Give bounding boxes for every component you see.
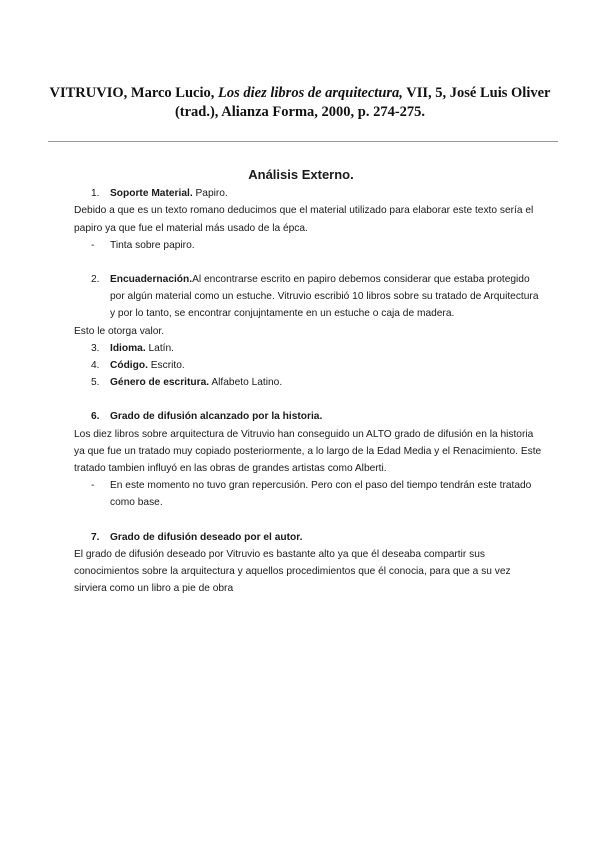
spacer: [74, 391, 544, 408]
item-title: Grado de difusión alcanzado por la historia.: [110, 411, 323, 423]
bullet-text: Tinta sobre papiro.: [110, 239, 195, 251]
item-number: 5.: [91, 377, 100, 389]
item-title: Soporte Material.: [110, 188, 193, 200]
item-text: Papiro.: [192, 188, 228, 200]
list-item-genero: [74, 374, 544, 391]
paragraph-difusion-alcanzado: Los diez libros sobre arquitectura de Vitruvio han conseguido un ALTO grado de difusión en la historia ya que fue un tratado muy copiado posteriormente, a lo largo de la Edad Media y el Renacimiento. Este tratado tambien influyó en las obras de grandes artistas como Alberti.: [74, 428, 542, 475]
item-text: Al encontrarse escrito en papiro debemos considerar que estaba protegido por algún material como un estuche. Vitruvio escribió 10 libros sobre su tratado de Arquitectura y por lo tanto, se encontrar conjujntamente en un estuche o caja de madera.: [110, 274, 539, 320]
item-text: Latín.: [145, 342, 174, 354]
item-title: Género de escritura.: [110, 377, 210, 389]
citation-details: VII, 5, José Luis Oliver: [402, 85, 551, 101]
analysis-content: [74, 166, 544, 597]
dash-marker: -: [91, 480, 95, 492]
citation-title: Los diez libros de arquitectura,: [218, 85, 403, 101]
bullet-text: En este momento no tuvo gran repercusión. Pero con el paso del tiempo tendrán este tratado como base.: [110, 480, 532, 509]
bullet-item-tinta: [74, 237, 544, 254]
item-title: Código.: [110, 360, 148, 372]
item-title: Idioma.: [110, 342, 146, 354]
item-number: 1.: [91, 188, 100, 200]
spacer: [74, 512, 544, 529]
item-title: Encuadernación.: [110, 274, 193, 286]
list-item-difusion-deseado: [74, 529, 544, 546]
item-number: 4.: [91, 360, 100, 372]
citation-author: VITRUVIO, Marco Lucio,: [49, 85, 219, 101]
item-number: 6.: [91, 411, 100, 423]
paragraph-valor: Esto le otorga valor.: [74, 325, 165, 337]
item-number: 2.: [91, 274, 100, 286]
list-item-encuadernacion: [74, 271, 544, 323]
list-item-codigo: [74, 357, 544, 374]
paragraph-difusion-deseado: El grado de difusión deseado por Vitruvio es bastante alto ya que él deseaba compartir sus conocimientos sobre la arquitectura y aquellos procedimientos que él conocia, para que a su vez sirviera como un libro a pie de obra: [74, 548, 511, 595]
citation-line-2: (trad.), Alianza Forma, 2000, p. 274-275.: [174, 104, 426, 120]
bullet-item-repercusion: [74, 477, 544, 511]
item-number: 3.: [91, 342, 100, 354]
spacer: [74, 254, 544, 271]
citation-line-1: [40, 84, 560, 103]
item-title: Grado de difusión deseado por el autor.: [110, 531, 303, 543]
item-text: Alfabeto Latino.: [209, 377, 283, 389]
item-number: 7.: [91, 531, 100, 543]
item-text: Escrito.: [147, 360, 185, 372]
list-item-idioma: [74, 340, 544, 357]
section-heading: Análisis Externo.: [248, 167, 354, 182]
list-item-soporte: [74, 185, 544, 202]
horizontal-divider: [48, 141, 558, 142]
paragraph-soporte: Debido a que es un texto romano deducimos que el material utilizado para elaborar este texto sería el papiro ya que fue el material más usado de la épca.: [74, 205, 534, 234]
list-item-difusion-alcanzado: [74, 408, 544, 425]
dash-marker: -: [91, 239, 95, 251]
bibliographic-citation: [40, 84, 560, 122]
